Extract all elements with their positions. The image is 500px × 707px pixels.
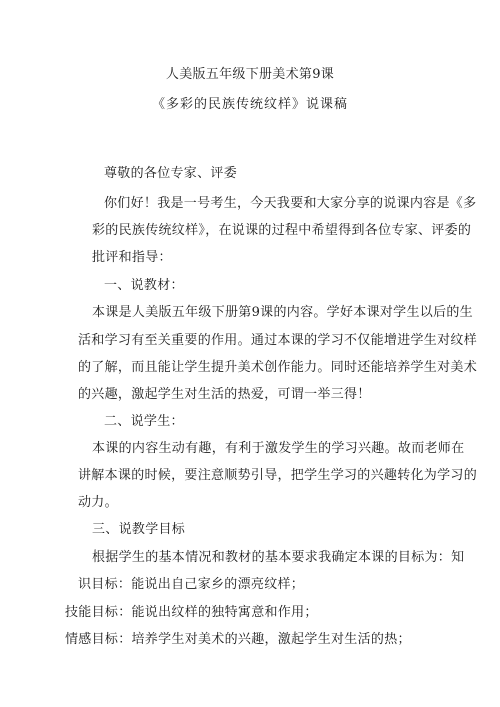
body-line: 识目标：能说出自己家乡的漂亮纹样； [78,577,305,592]
body-line: 讲解本课的时候，要注意顺势引导，把学生学习的兴趣转化为学习的 [78,468,478,483]
body-line: 的兴趣，激起学生对生活的热爱，可谓一举三得！ [78,387,371,402]
section-heading: 一、说教材： [104,278,184,293]
body-line: 根据学生的基本情况和教材的基本要求我确定本课的目标为：知 [92,550,465,565]
body-line: 动力。 [78,495,118,510]
body-line: 你们好！我是一号考生，今天我要和大家分享的说课内容是《多 [104,196,477,211]
body-line: 批评和指导： [92,250,172,265]
greeting-line: 尊敬的各位专家、评委 [104,166,238,181]
document-title: 人美版五年级下册美术第9课 [165,67,335,82]
body-line: 活和学习有至关重要的作用。通过本课的学习不仅能增进学生对纹样 [78,333,478,348]
body-line: 本课是人美版五年级下册第9课的内容。学好本课对学生以后的生 [92,305,473,320]
body-line: 技能目标：能说出纹样的独特寓意和作用； [65,605,318,620]
document-subtitle: 《多彩的民族传统纹样》说课稿 [151,97,348,112]
body-line: 情感目标：培养学生对美术的兴趣，激起学生对生活的热； [65,632,411,647]
section-heading: 二、说学生： [104,414,184,429]
body-line: 彩的民族传统纹样》，在说课的过程中希望得到各位专家、评委的 [92,223,472,238]
body-line: 的了解，而且能让学生提升美术创作能力。同时还能培养学生对美术 [78,360,478,375]
body-line: 本课的内容生动有趣，有利于激发学生的学习兴趣。故而老师在 [92,441,465,456]
section-heading: 三、说教学目标 [92,522,186,537]
